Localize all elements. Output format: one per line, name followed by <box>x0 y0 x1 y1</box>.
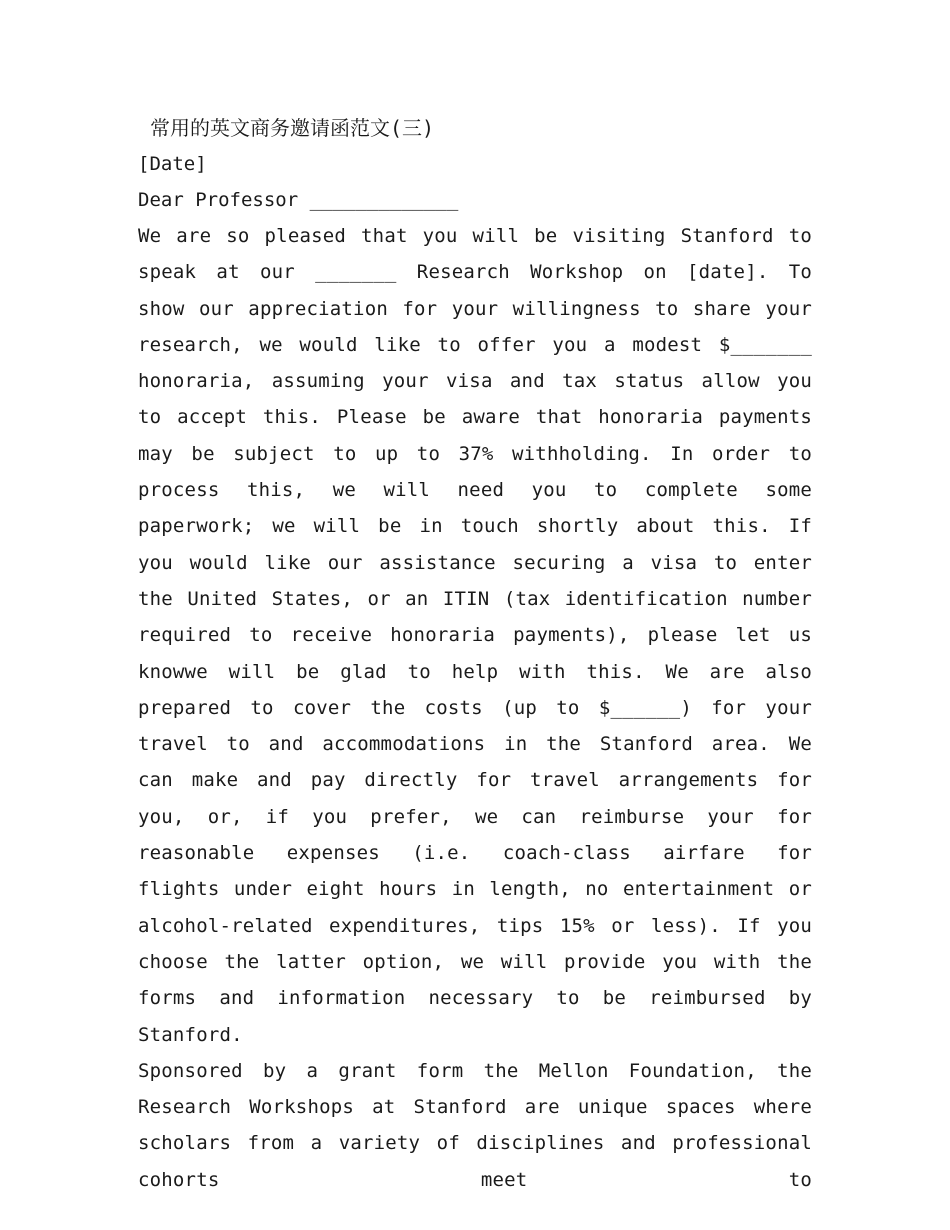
body-paragraph-2: Sponsored by a grant form the Mellon Foundation, the Research Workshops at Stanford are unique spaces where scholars from a variety of disciplines and professional cohorts meet to <box>138 1059 812 1191</box>
date-placeholder: [Date] <box>138 153 207 175</box>
document-title: 常用的英文商务邀请函范文(三) <box>150 116 435 140</box>
salutation: Dear Professor _____________ <box>138 189 459 211</box>
body-paragraph-1: We are so pleased that you will be visiting Stanford to speak at our _______ Research Workshop on [date]. To show our appreciation for your willingness to share your research, we would like to offer you a modest $_______ honoraria, assuming your visa and tax status allow you to accept this. Please be aware that honoraria payments may be subject to up to 37% withholding. In order to process this, we will need you to complete some paperwork; we will be in touch shortly about this. If you would like our assistance securing a visa to enter the United States, or an ITIN (tax identification number required to receive honoraria payments), please let us knowwe will be glad to help with this. We are also prepared to cover the costs (up to $______) for your travel to and accommodations in the Stanford area. We can make and pay directly for travel arrangements for you, or, if you prefer, we can reimburse your for reasonable expenses (i.e. coach-class airfare for flights under eight hours in length, no entertainment or alcohol-related expenditures, tips 15% or less). If you choose the latter option, we will provide you with the forms and information necessary to be reimbursed by Stanford. <box>138 225 812 1046</box>
document-page <box>138 110 812 1198</box>
